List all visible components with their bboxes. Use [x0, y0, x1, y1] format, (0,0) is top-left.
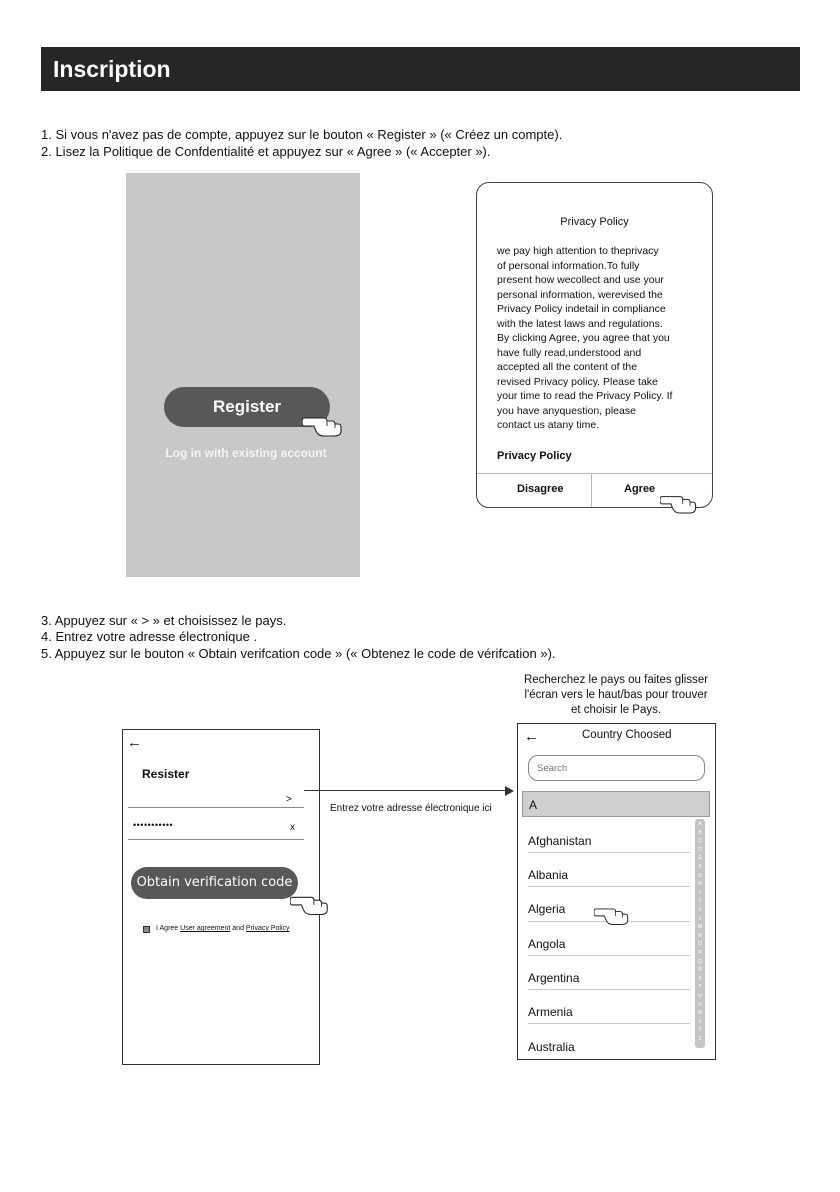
instruction-5: 5. Appuyez sur le bouton « Obtain verifcation code » (« Obtenez le code de vérifcation »).: [41, 646, 556, 661]
list-divider: [528, 852, 690, 853]
caption-line: l'écran vers le haut/bas pour trouver: [524, 689, 708, 701]
privacy-body-line: you have anyquestion, please: [497, 404, 636, 417]
divider: [591, 474, 592, 507]
agree-and: and: [230, 925, 246, 932]
instruction-1: 1. Si vous n'avez pas de compte, appuyez sur le bouton « Register » (« Créez un compte).: [41, 127, 563, 142]
caption-line: et choisir le Pays.: [570, 704, 662, 716]
agree-button[interactable]: Agree: [624, 483, 656, 495]
privacy-body-line: personal information, werevised the: [497, 288, 663, 301]
instruction-3: 3. Appuyez sur « > » et choisissez le pays.: [41, 613, 287, 628]
index-letter[interactable]: Y: [698, 1027, 702, 1034]
connector-arrow-line: [304, 790, 510, 791]
clear-icon[interactable]: x: [290, 822, 295, 833]
index-letter[interactable]: P: [698, 950, 702, 956]
privacy-body-line: By clicking Agree, you agree that you: [497, 332, 670, 344]
index-letter[interactable]: S: [698, 975, 702, 982]
country-item-angola[interactable]: Angola: [528, 937, 566, 951]
index-letter[interactable]: X: [698, 1018, 702, 1025]
index-letter[interactable]: R: [698, 967, 702, 974]
privacy-body-line: revised Privacy policy. Please take: [497, 375, 658, 388]
screen-title: Country Choosed: [582, 729, 672, 741]
login-existing-link[interactable]: Log in with existing account: [165, 446, 327, 460]
list-divider: [528, 989, 690, 990]
index-letter[interactable]: G: [698, 872, 702, 879]
privacy-policy-link[interactable]: Privacy Policy: [497, 450, 572, 462]
index-letter[interactable]: O: [698, 941, 702, 948]
disagree-button[interactable]: Disagree: [517, 483, 564, 495]
index-letter[interactable]: Q: [698, 958, 702, 965]
pointing-hand-icon: [660, 490, 700, 516]
pointing-hand-icon: [290, 891, 332, 917]
index-letter[interactable]: U: [698, 993, 702, 999]
section-title: Inscription: [41, 47, 800, 91]
index-letter[interactable]: J: [698, 898, 702, 905]
index-letter[interactable]: L: [698, 915, 702, 922]
field-underline: [128, 839, 304, 840]
arrow-right-icon: [505, 786, 514, 796]
country-item-albania[interactable]: Albania: [528, 868, 569, 882]
pointing-hand-icon: [594, 903, 632, 927]
email-field[interactable]: •••••••••••: [133, 820, 174, 830]
caption-line: Recherchez le pays ou faites glisser: [523, 674, 709, 686]
form-title: Resister: [142, 767, 190, 781]
index-letter[interactable]: N: [698, 932, 702, 939]
list-divider: [528, 886, 690, 887]
index-letter[interactable]: K: [698, 907, 702, 913]
privacy-body-line: we pay high attention to theprivacy: [497, 245, 659, 257]
index-letter[interactable]: V: [698, 1001, 702, 1008]
country-item-algeria[interactable]: Algeria: [528, 902, 566, 916]
instruction-2: 2. Lisez la Politique de Confdentialité et appuyez sur « Agree » (« Accepter »).: [41, 144, 491, 159]
country-item-afghanistan[interactable]: Afghanistan: [528, 834, 592, 848]
section-header: A: [522, 791, 710, 817]
pointing-hand-icon: [302, 412, 346, 438]
country-item-australia[interactable]: Australia: [528, 1040, 575, 1054]
privacy-body-line: have fully read,understood and: [497, 346, 642, 359]
search-input[interactable]: [528, 755, 705, 781]
divider: [477, 473, 712, 474]
instruction-4: 4. Entrez votre adresse électronique .: [41, 629, 258, 644]
index-letter[interactable]: T: [698, 984, 702, 991]
privacy-body-line: accepted all the content of the: [497, 361, 638, 373]
index-letter[interactable]: F: [698, 864, 702, 870]
index-letter[interactable]: B: [698, 829, 702, 836]
back-arrow-icon[interactable]: ←: [127, 734, 142, 751]
privacy-policy-link[interactable]: Privacy Policy: [245, 925, 290, 932]
index-letter[interactable]: A: [698, 821, 702, 827]
privacy-body-line: your time to read the Privacy Policy. If: [497, 390, 673, 402]
back-arrow-icon[interactable]: ←: [524, 728, 539, 745]
privacy-body-line: with the latest laws and regulations.: [497, 317, 663, 330]
register-button[interactable]: Register: [164, 387, 330, 427]
index-letter[interactable]: D: [698, 846, 702, 853]
agree-prefix: I Agree: [156, 925, 181, 932]
index-letter[interactable]: W: [697, 1010, 703, 1017]
privacy-body-line: Privacy Policy indetail in compliance: [497, 303, 666, 315]
index-letter[interactable]: I: [699, 889, 701, 896]
country-item-argentina[interactable]: Argentina: [528, 971, 580, 985]
country-item-armenia[interactable]: Armenia: [528, 1005, 573, 1019]
agreement-text: [156, 925, 290, 932]
register-screen: [126, 173, 360, 577]
arrow-label: Entrez votre adresse électronique ici: [330, 803, 492, 814]
privacy-body-line: contact us atany time.: [497, 419, 600, 431]
list-divider: [528, 955, 690, 956]
privacy-body-line: present how wecollect and use your: [497, 274, 664, 286]
index-letter[interactable]: H: [698, 881, 702, 888]
index-letter[interactable]: C: [698, 838, 702, 845]
obtain-verification-code-button[interactable]: Obtain verification code: [131, 867, 298, 899]
index-letter[interactable]: M: [697, 924, 703, 931]
agreement-checkbox[interactable]: [143, 926, 150, 933]
field-underline: [128, 807, 304, 808]
privacy-body-line: of personal information.To fully: [497, 259, 640, 272]
privacy-title: Privacy Policy: [560, 216, 629, 228]
country-chevron-button[interactable]: >: [286, 794, 292, 805]
index-letter[interactable]: E: [698, 855, 702, 862]
list-divider: [528, 1023, 690, 1024]
user-agreement-link[interactable]: User agreement: [180, 925, 231, 932]
country-caption: [510, 673, 722, 718]
index-letter[interactable]: Z: [698, 1036, 702, 1042]
